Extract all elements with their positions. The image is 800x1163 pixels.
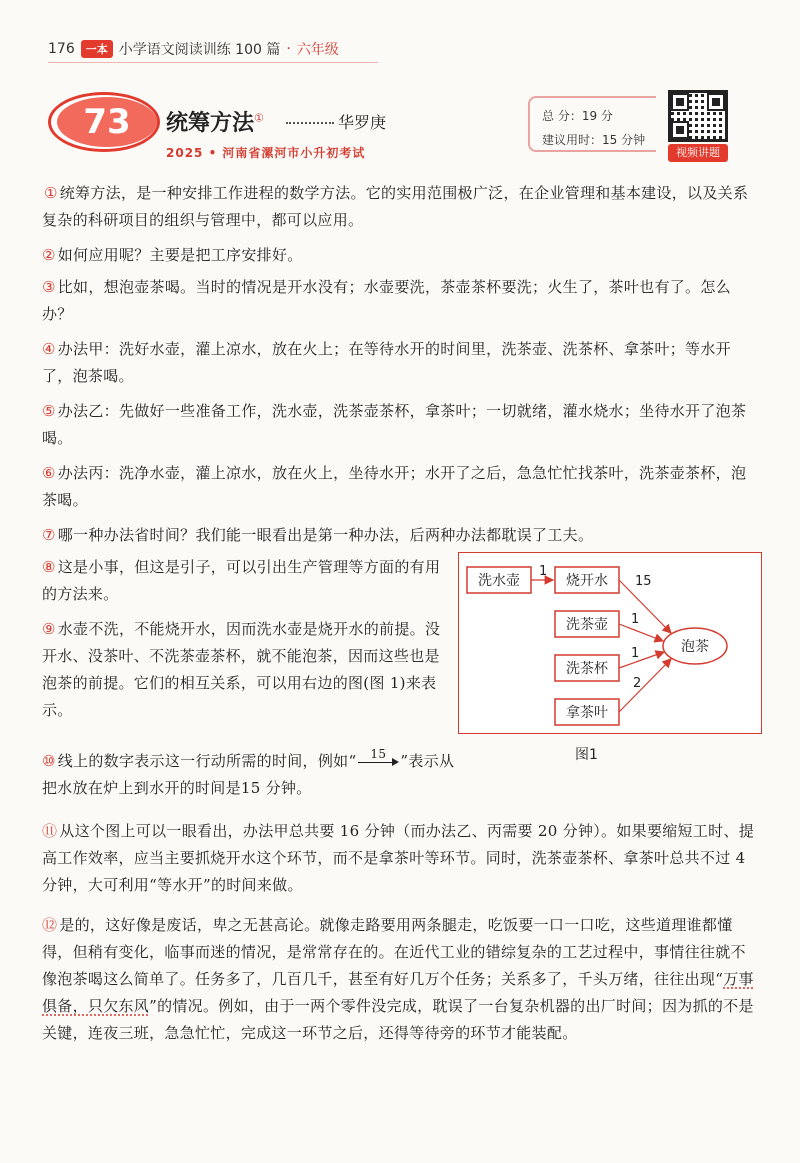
- suggested-time-value: 15 分钟: [602, 133, 646, 147]
- para-num: ②: [42, 246, 56, 264]
- para-num: ⑦: [42, 526, 56, 544]
- edge-cups-to-tea: [619, 652, 664, 668]
- qr-code-icon[interactable]: [668, 90, 728, 142]
- lesson-title-wrap: [166, 106, 264, 137]
- para-text: 水壶不洗，不能烧开水，因而洗水壶是烧开水的前提。没开水、没茶叶、不洗茶壶茶杯，就不能泡茶，因而这些也是泡茶的前提。它们的相互关系，可以用右边的图(图 1)来表示。: [42, 620, 441, 719]
- book-title: 小学语文阅读训练 100 篇: [118, 42, 281, 58]
- figure-1: [458, 552, 762, 734]
- para-num: ⑪: [42, 822, 58, 840]
- paragraph-9: [42, 616, 446, 724]
- lesson-number-badge: [48, 92, 160, 152]
- page-header: [48, 38, 339, 60]
- lesson-number: 73: [57, 97, 157, 147]
- total-score-value: 19 分: [581, 109, 613, 123]
- paragraph-2: [42, 242, 758, 269]
- flow-diagram: [459, 553, 763, 735]
- total-score-label: 总 分：: [542, 109, 582, 123]
- paragraph-4: [42, 336, 758, 390]
- edge-label-boil-to-tea: 15: [635, 574, 652, 589]
- node-wash-cups: 洗茶杯: [566, 661, 608, 677]
- para-num: ①: [44, 184, 58, 202]
- para-num: ⑥: [42, 464, 56, 482]
- para-text-b: ”表示从把水放在炉上到水开的时间是15 分钟。: [42, 752, 455, 797]
- edge-label-cups-to-tea: 1: [631, 646, 640, 661]
- para-text-a: 是的，这好像是废话，卑之无甚高论。就像走路要用两条腿走，吃饭要一口一口吃，这些道理谁都懂得，但稍有变化，临事而迷的情况，是常常存在的。在近代工业的错综复杂的工艺过程中，事情往往就不像泡茶喝这么简单了。任务多了，几百几千，甚至有好几万个任务；关系多了，千头万绪，往往出现“: [42, 916, 746, 988]
- lesson-title: 统筹方法: [166, 111, 255, 136]
- emphasized-phrase: 万事俱备，只欠东风: [42, 970, 754, 1015]
- para-text: 这是小事，但这是引子，可以引出生产管理等方面的有用的方法来。: [42, 558, 441, 603]
- para-text: 如何应用呢？主要是把工序安排好。: [57, 246, 303, 264]
- paragraph-3: [42, 274, 758, 328]
- para-num: ⑫: [42, 916, 58, 934]
- brand-logo: 一本: [81, 40, 113, 58]
- para-text: 比如，想泡壶茶喝。当时的情况是开水没有；水壶要洗，茶壶茶杯要洗；火生了，茶叶也有了。怎么办？: [42, 278, 731, 323]
- node-get-tea: 拿茶叶: [566, 705, 608, 721]
- para-num: ④: [42, 340, 56, 358]
- edge-teapot-to-tea: [619, 624, 663, 641]
- figure-caption: 图1: [575, 747, 598, 763]
- inline-arrow-icon: [356, 747, 400, 771]
- para-num: ⑨: [42, 620, 56, 638]
- node-make-tea: 泡茶: [681, 639, 709, 655]
- suggested-time-label: 建议用时：: [542, 133, 603, 147]
- title-footnote-mark: ①: [254, 111, 264, 125]
- para-text-b: ”的情况。例如，由于一两个零件没完成，耽误了一台复杂机器的出厂时间；因为抓的不是关键，连夜三班，急急忙忙，完成这一环节之后，还得等待旁的环节才能装配。: [42, 997, 754, 1042]
- edge-leaves-to-tea: [619, 659, 671, 712]
- video-explain-button[interactable]: 视频讲题: [668, 144, 728, 162]
- para-text: 统筹方法，是一种安排工作进程的数学方法。它的实用范围极广泛，在企业管理和基本建设，以及关系复杂的科研项目的组织与管理中，都可以应用。: [42, 184, 749, 229]
- edge-label-wash-to-boil: 1: [539, 564, 548, 579]
- para-num: ⑧: [42, 558, 56, 576]
- para-text: 哪一种办法省时间？我们能一眼看出是第一种办法，后两种办法都耽误了工夫。: [57, 526, 594, 544]
- para-text-a: 线上的数字表示这一行动所需的时间，例如“: [57, 752, 357, 770]
- grade-label: 六年级: [296, 42, 339, 58]
- header-separator: ·: [286, 41, 291, 57]
- paragraph-5: [42, 398, 758, 452]
- inline-arrow-number: 15: [370, 747, 387, 761]
- paragraph-10: [42, 748, 462, 802]
- para-text: 办法丙：洗净水壶，灌上凉水，放在火上，坐待水开；水开了之后，急急忙忙找茶叶，洗茶壶茶杯，泡茶喝。: [42, 464, 747, 509]
- paragraph-8: [42, 554, 446, 608]
- lesson-author: 华罗庚: [338, 113, 387, 132]
- paragraph-6: [42, 460, 758, 514]
- author-leader-dots: [286, 122, 334, 124]
- edge-label-teapot-to-tea: 1: [631, 612, 640, 627]
- total-score-row: [542, 104, 656, 128]
- lesson-source: 2025 • 河南省漯河市小升初考试: [166, 146, 366, 160]
- paragraph-12: [42, 912, 758, 1047]
- paragraph-11: [42, 818, 758, 899]
- header-divider: [48, 62, 378, 63]
- para-text: 办法乙：先做好一些准备工作，洗水壶，洗茶壶茶杯，拿茶叶；一切就绪，灌水烧水；坐待水开了泡茶喝。: [42, 402, 747, 447]
- paragraph-1: [42, 180, 758, 234]
- para-num: ③: [42, 278, 56, 296]
- paragraph-7: [42, 522, 758, 549]
- para-num: ⑩: [42, 752, 56, 770]
- page-number: 176: [48, 41, 75, 57]
- para-text: 办法甲：洗好水壶，灌上凉水，放在火上；在等待水开的时间里，洗茶壶、洗茶杯、拿茶叶；等水开了，泡茶喝。: [42, 340, 731, 385]
- node-wash-teapot: 洗茶壶: [566, 617, 608, 633]
- suggested-time-row: [542, 128, 656, 152]
- node-boil-water: 烧开水: [566, 573, 608, 589]
- para-num: ⑤: [42, 402, 56, 420]
- node-wash-kettle: 洗水壶: [478, 573, 520, 589]
- para-text: 从这个图上可以一眼看出，办法甲总共要 16 分钟（而办法乙、丙需要 20 分钟）。如果要缩短工时、提高工作效率，应当主要抓烧开水这个环节，而不是拿茶叶等环节。同时，洗茶壶茶杯、拿茶叶总共不过 4 分钟，大可利用“等水开”的时间来做。: [42, 822, 755, 894]
- edge-label-leaves-to-tea: 2: [633, 676, 642, 691]
- score-box: [528, 96, 656, 152]
